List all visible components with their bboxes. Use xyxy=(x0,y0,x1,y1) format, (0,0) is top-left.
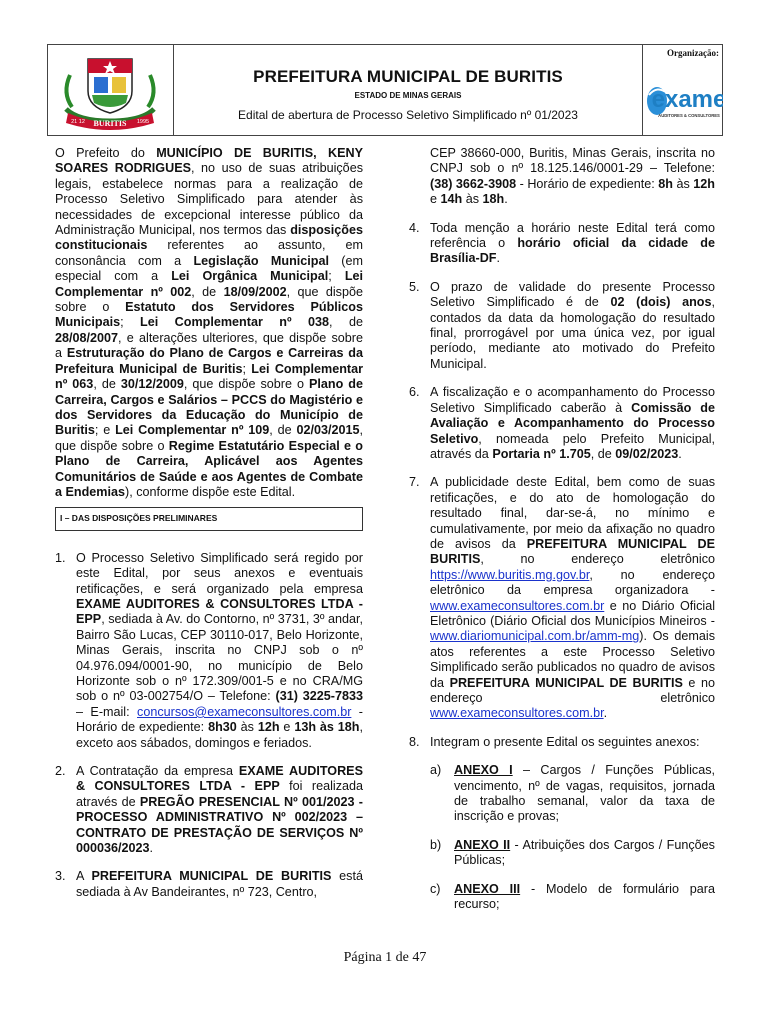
svg-text:21 12: 21 12 xyxy=(71,119,85,125)
list-item xyxy=(55,869,363,900)
bold-text: 8h30 xyxy=(208,720,237,735)
bold-text: 8h xyxy=(658,176,673,191)
list-item xyxy=(55,764,363,856)
text-run: ; xyxy=(242,361,252,376)
list-item-text xyxy=(430,475,715,722)
bold-text: disposições constitucionais xyxy=(55,223,363,253)
text-run: , que dispõe sobre o xyxy=(183,377,310,392)
text-run: CEP 38660-000, Buritis, Minas Gerais, inscrita no CNPJ sob o nº 18.125.146/0001-29 – Telefone: xyxy=(430,146,715,176)
text-run: , e alterações ulteriores, que dispõe sobre a xyxy=(55,330,363,361)
annex-item-number: a) xyxy=(430,763,442,778)
list-item-text xyxy=(430,735,715,750)
continuation-paragraph xyxy=(409,146,715,208)
bold-text: 02/03/2015 xyxy=(296,423,360,438)
text-run: . xyxy=(149,841,154,856)
bold-text: 09/02/2023 xyxy=(615,446,679,461)
list-item-number: 7. xyxy=(409,475,420,490)
bold-text: 30/12/2009 xyxy=(120,377,184,392)
state-label: ESTADO DE MINAS GERAIS xyxy=(354,91,462,100)
bold-text: (38) 3662-3908 xyxy=(430,176,517,191)
text-run: (em especial com a xyxy=(55,253,363,284)
text-run: . xyxy=(504,192,508,207)
svg-text:exame: exame xyxy=(651,86,723,113)
list-item-number: 3. xyxy=(55,869,66,884)
list-item xyxy=(409,221,715,267)
text-run: , no endereço eletrônico da empresa organizadora - xyxy=(430,567,715,598)
bold-text: Lei Complementar nº 038 xyxy=(140,315,330,330)
list-item-text xyxy=(430,385,715,462)
annex-item-text xyxy=(454,763,715,825)
list-item-text xyxy=(430,221,715,267)
link[interactable]: www.diariomunicipal.com.br/amm-mg xyxy=(430,629,640,644)
text-run: . xyxy=(603,706,608,721)
bold-text: horário oficial da cidade de Brasília-DF xyxy=(430,236,715,266)
bold-text: 18/09/2002 xyxy=(223,284,287,299)
link[interactable]: www.exameconsultores.com.br xyxy=(430,706,604,721)
text-run: , contados da data da homologação do resultado final, prorrogável por uma única vez, por igual período, mediante ato motivado do Prefeito Municipal. xyxy=(430,295,715,371)
bold-text: EXAME AUDITORES & CONSULTORES LTDA - EPP xyxy=(76,596,363,627)
text-run: , que dispõe sobre o xyxy=(55,284,363,315)
list-item-number: 5. xyxy=(409,279,420,294)
text-run: , nomeada pelo Prefeito Municipal, através da xyxy=(430,431,715,461)
text-run: . xyxy=(496,251,500,266)
list-item xyxy=(55,551,363,751)
bold-text: 12h xyxy=(257,720,280,735)
bold-text: 28/08/2007 xyxy=(55,330,119,345)
list-item xyxy=(409,475,715,722)
bold-text: (31) 3225-7833 xyxy=(275,689,363,704)
list-item-text xyxy=(76,551,363,751)
text-run: e no Diário Oficial Eletrônico (Diário Oficial dos Municípios Mineiros - xyxy=(430,598,715,628)
svg-text:1995: 1995 xyxy=(136,119,150,125)
document-header xyxy=(47,44,723,136)
text-run: referentes ao assunto, em consonância com a xyxy=(55,238,363,268)
annex-item xyxy=(409,838,715,869)
bold-text: Regime Estatutário Especial e o Plano de Carreira, Aplicável aos Agentes Comunitários de Saúde e aos Agentes de Combate a Endemias xyxy=(55,438,363,499)
text-run: e xyxy=(279,720,295,735)
right-items-list xyxy=(409,221,715,751)
link[interactable]: www.exameconsultores.com.br xyxy=(430,598,605,613)
text-run: A publicidade deste Edital, bem como de suas retificações, e do ato de homologação do resultado final, dar-se-á, no mínimo e cumulativamente, por meio da afixação no quadro de avisos da xyxy=(430,475,715,551)
bold-text: 14h xyxy=(440,192,463,207)
text-run: às xyxy=(462,192,483,207)
list-item xyxy=(409,280,715,372)
svg-text:BURITIS: BURITIS xyxy=(93,119,127,128)
text-run: , que dispõe sobre o xyxy=(55,423,363,453)
link[interactable]: concursos@exameconsultores.com.br xyxy=(137,704,352,719)
exame-logo-icon xyxy=(643,45,723,135)
text-run: ; xyxy=(328,269,345,284)
list-item xyxy=(409,385,715,462)
text-run: O Prefeito do xyxy=(55,146,157,160)
bold-text: Lei Complementar nº 002 xyxy=(55,269,364,299)
list-item-number: 4. xyxy=(409,220,420,235)
bold-text: PREFEITURA MUNICIPAL DE BURITIS xyxy=(430,536,715,567)
text-run: e xyxy=(430,192,441,207)
edital-subtitle: Edital de abertura de Processo Seletivo Simplificado nº 01/2023 xyxy=(238,108,578,122)
section-heading: I – DAS DISPOSIÇÕES PRELIMINARES xyxy=(55,507,363,530)
annex-item-text xyxy=(454,838,715,869)
crest-emblem-icon xyxy=(48,45,173,135)
bold-text: PREFEITURA MUNICIPAL DE BURITIS xyxy=(91,869,332,884)
text-run: , de xyxy=(269,423,297,438)
list-item-number: 6. xyxy=(409,385,420,400)
bold-text: Plano de Carreira, Cargos e Salários – PCCS do Magistério e dos Servidores da Educação do Município de Buritis xyxy=(55,377,364,438)
bold-text: EXAME AUDITORES & CONSULTORES LTDA - EPP xyxy=(76,764,363,794)
bold-text: Estatuto dos Servidores Públicos Municipais xyxy=(55,300,363,330)
annex-item xyxy=(409,763,715,825)
text-run: – E-mail: xyxy=(76,704,138,719)
bold-text: Estruturação do Plano de Cargos e Carreiras da Prefeitura Municipal de Buritis xyxy=(55,346,363,376)
annex-list xyxy=(409,763,715,912)
text-run: - Modelo de formulário para recurso; xyxy=(454,881,716,912)
annex-item-number: c) xyxy=(430,881,441,896)
text-run: , no endereço eletrônico xyxy=(480,552,715,567)
bold-text: Lei Orgânica Municipal xyxy=(171,269,329,284)
list-item-number: 2. xyxy=(55,764,66,779)
list-item-number: 1. xyxy=(55,550,66,565)
right-column xyxy=(409,146,715,925)
bold-text: 02 (dois) anos xyxy=(610,295,712,310)
bold-text: Legislação Municipal xyxy=(193,253,329,268)
list-item-text xyxy=(430,280,715,372)
text-run: , de xyxy=(590,446,616,461)
list-item-text xyxy=(76,764,363,856)
bold-text: MUNICÍPIO DE BURITIS, KENY SOARES RODRIGUES xyxy=(55,146,363,176)
text-run: , de xyxy=(329,315,363,330)
organizer-label: Organização: xyxy=(667,48,719,58)
municipal-crest xyxy=(48,45,173,135)
text-run: às xyxy=(672,176,694,191)
annex-label: ANEXO III xyxy=(454,881,521,896)
text-run: e no endereço eletrônico xyxy=(430,675,715,705)
left-column xyxy=(55,146,363,913)
text-run: O prazo de validade do presente Processo Seletivo Simplificado é de xyxy=(430,279,715,310)
svg-text:AUDITORES & CONSULTORES: AUDITORES & CONSULTORES xyxy=(658,113,720,118)
annex-item-text xyxy=(454,882,715,913)
annex-label: ANEXO I xyxy=(454,763,513,778)
text-run: A xyxy=(76,869,92,884)
text-run: Toda menção a horário neste Edital terá como referência o xyxy=(430,220,715,251)
bold-text: Portaria nº 1.705 xyxy=(492,446,591,461)
text-run: ; xyxy=(120,315,141,330)
organizer-block xyxy=(643,45,723,135)
page-number: Página 1 de 47 xyxy=(343,950,427,965)
bold-text: Lei Complementar nº 109 xyxy=(115,423,270,438)
text-run: , sediada à Av. do Contorno, nº 3731, 3º andar, Bairro São Lucas, CEP 30110-017, Belo Horizonte, Minas Gerais, inscrita no CNPJ sob o nº 04.976.094/0001-90, no município de Belo Horizonte sob o nº 172.309/001-5 e no CRA/MG sob o nº 03-002754/O – Telefone: xyxy=(76,612,363,704)
text-run: . xyxy=(678,446,682,461)
text-run: - Atribuições dos Cargos / Funções Públicas; xyxy=(454,837,715,868)
header-title-block xyxy=(173,45,643,135)
text-run: ; e xyxy=(94,423,116,438)
text-run: está sediada à Av Bandeirantes, nº 723, Centro, xyxy=(76,869,363,899)
text-run: ), conforme dispõe este Edital. xyxy=(125,484,296,499)
text-run: ). Os demais atos referentes a este Processo Seletivo Simplificado serão publicados no quadro de avisos da xyxy=(430,629,715,690)
text-run: foi realizada através de xyxy=(76,779,363,809)
bold-text: Lei Complementar nº 063 xyxy=(55,361,364,392)
annex-item xyxy=(409,882,715,913)
list-item xyxy=(409,735,715,750)
list-item-text xyxy=(76,869,363,900)
list-item-number: 8. xyxy=(409,734,420,749)
bold-text: 12h xyxy=(693,176,715,191)
annex-item-number: b) xyxy=(430,837,442,852)
bold-text: Comissão de Avaliação e Acompanhamento do Processo Seletivo xyxy=(430,400,715,446)
text-run: – Cargos / Funções Públicas, vencimento, nº de vagas, requisitos, jornada de trabalho semanal, valor da taxa de inscrição e provas; xyxy=(454,763,715,824)
page-title: PREFEITURA MUNICIPAL DE BURITIS xyxy=(253,67,563,86)
bold-text: 18h xyxy=(482,192,505,207)
left-items-list xyxy=(55,551,363,901)
text-run: , exceto aos sábados, domingos e feriados. xyxy=(76,720,363,750)
text-run: às xyxy=(236,720,258,735)
intro-paragraph xyxy=(55,146,363,500)
text-run: , de xyxy=(93,377,121,392)
text-run: , de xyxy=(191,284,224,299)
text-run: - Horário de expediente: xyxy=(516,176,659,191)
text-run: - Horário de expediente: xyxy=(76,704,363,735)
bold-text: PREFEITURA MUNICIPAL DE BURITIS xyxy=(449,675,683,690)
annex-label: ANEXO II xyxy=(454,837,511,852)
text-run: A fiscalização e o acompanhamento do Processo Seletivo Simplificado caberão à xyxy=(430,385,715,415)
text-run: A Contratação da empresa xyxy=(76,764,239,779)
bold-text: 13h às 18h xyxy=(294,720,360,735)
bold-text: PREGÃO PRESENCIAL Nº 001/2023 - PROCESSO ADMINISTRATIVO Nº 002/2023 – CONTRATO DE PRESTAÇÃO DE SERVIÇOS Nº 000036/2023 xyxy=(76,794,363,856)
text-run: O Processo Seletivo Simplificado será regido por este Edital, por seus anexos e eventuais retificações, e será organizado pela empresa xyxy=(76,550,363,596)
link[interactable]: https://www.buritis.mg.gov.br xyxy=(430,567,590,582)
text-run: Integram o presente Edital os seguintes anexos: xyxy=(430,734,700,749)
text-run: , no uso de suas atribuições legais, estabelece normas para a realização de Processo Seletivo Simplificado para atender às necessidades de excepcional interesse público da Administração Municipal, nos termos das xyxy=(55,161,363,238)
